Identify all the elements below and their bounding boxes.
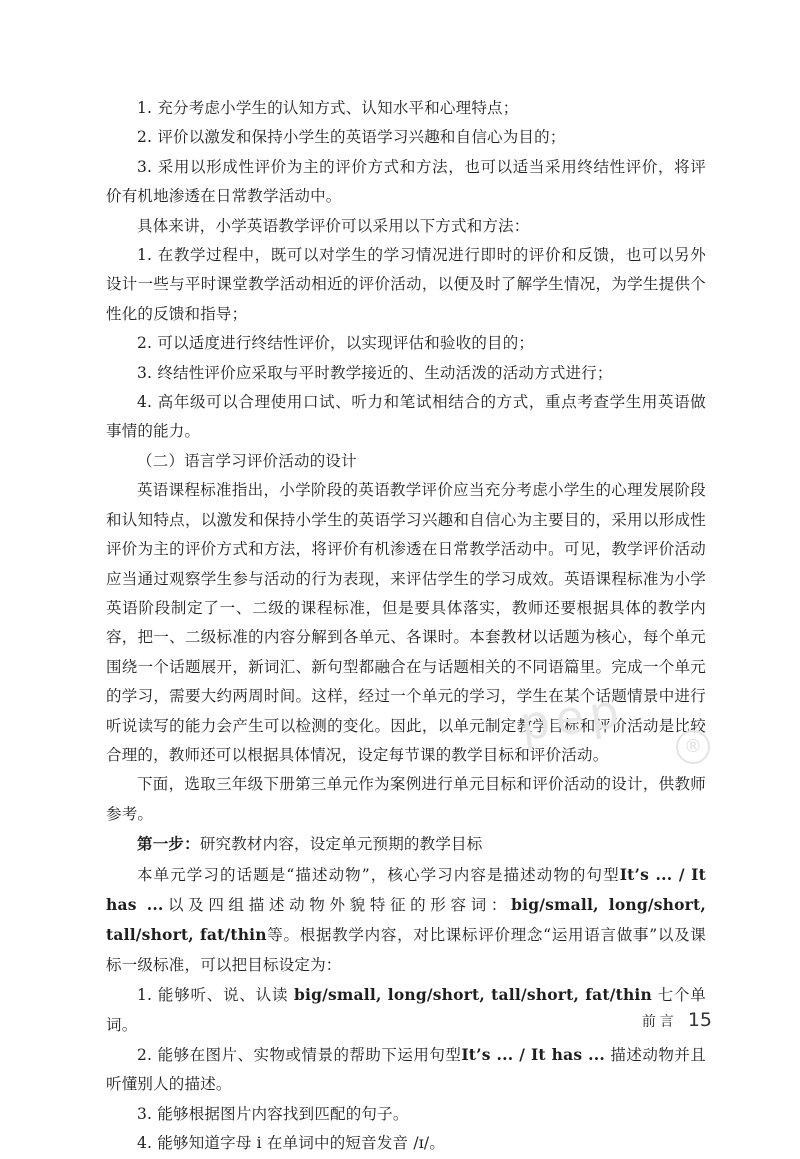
goal-text: 1. 能够听、说、认读 <box>137 986 294 1005</box>
sentence-pattern: It’s ... / It has ... <box>461 1045 605 1064</box>
step-label: 第一步： <box>137 834 200 854</box>
paragraph: 2. 可以适度进行终结性评价，以实现评估和验收的目的； <box>137 334 535 353</box>
page-number: 15 <box>687 1009 712 1031</box>
step-text: 研究教材内容，设定单元预期的教学目标 <box>199 835 483 854</box>
goal-item: 3. 能够根据图片内容找到匹配的句子。 <box>137 1104 409 1123</box>
goal-item <box>106 980 706 1040</box>
registered-mark-icon: ® <box>676 730 710 764</box>
paragraph: 1. 在教学过程中，既可以对学生的学习情况进行即时的评价和反馈，也可以另外设计一些与平时课堂教学活动相近的评价活动，以便及时了解学生情况，为学生提供个性化的反馈和指导； <box>106 246 706 323</box>
goal-text: 2. 能够在图片、实物或情景的帮助下运用句型 <box>137 1046 462 1064</box>
goal-text: 七个单词。 <box>106 986 707 1034</box>
page-body <box>106 94 706 1159</box>
topic-paragraph <box>106 860 706 981</box>
goal-item: 4. 能够知道字母 i 在单词中的短音发音 /ɪ/。 <box>137 1134 446 1153</box>
paragraph: 2. 评价以激发和保持小学生的英语学习兴趣和自信心为目的； <box>137 128 566 147</box>
watermark-logo: pep <box>516 682 628 752</box>
topic-text: 本单元学习的话题是“描述动物”，核心学习内容是描述动物的句型 <box>137 865 620 884</box>
paragraph: 英语课程标准指出，小学阶段的英语教学评价应当充分考虑小学生的心理发展阶段和认知特点，以激发和保持小学生的英语学习兴趣和自信心为主要目的，采用以形成性评价为主的评价方式和方法，将评价有机渗透在日常教学活动中。可见，教学评价活动应当通过观察学生参与活动的行为表现，来评估学生的学习成效。英语课程标准为小学英语阶段制定了一、二级的课程标准，但是要具体落实，教师还要根据具体的教学内容，把一、二级标准的内容分解到各单元、各课时。本套教材以话题为核心，每个单元围绕一个话题展开，新词汇、新句型都融合在与话题相关的不同语篇里。完成一个单元的学习，需要大约两周时间。这样，经过一个单元的学习，学生在某个话题情景中进行听说读写的能力会产生可以检测的变化。因此，以单元制定教学目标和评价活动是比较合理的，教师还可以根据具体情况，设定每节课的教学目标和评价活动。 <box>106 481 706 764</box>
goal-item <box>106 1040 706 1100</box>
paragraph: 3. 终结性评价应采取与平时教学接近的、生动活泼的活动方式进行； <box>137 363 613 382</box>
topic-text: 以及四组描述动物外貌特征的形容词： <box>163 895 512 914</box>
goal-text: 描述动物并且听懂别人的描述。 <box>106 1046 707 1094</box>
section-heading: （二）语言学习评价活动的设计 <box>137 451 357 470</box>
paragraph: 1. 充分考虑小学生的认知方式、认知水平和心理特点； <box>137 99 519 117</box>
paragraph: 3. 采用以形成性评价为主的评价方式和方法，也可以适当采用终结性评价，将评价有机地渗透在日常教学活动中。 <box>106 157 706 206</box>
step-heading <box>106 829 706 859</box>
paragraph: 4. 高年级可以合理使用口试、听力和笔试相结合的方式，重点考查学生用英语做事情的能力。 <box>106 393 706 441</box>
sentence-pattern: It’s ... / It has ... <box>106 864 706 914</box>
adjective-list: big/small, long/short, tall/short, fat/thin <box>106 894 706 945</box>
adjective-list: big/small, long/short, tall/short, fat/thin <box>293 985 652 1005</box>
topic-text: 等。根据教学内容，对比课标评价理念“运用语言做事”以及课标一级标准，可以把目标设定为： <box>106 926 706 974</box>
paragraph: 具体来讲，小学英语教学评价可以采用以下方式和方法： <box>137 216 530 235</box>
footer-section-label: 前言 <box>641 1014 678 1030</box>
paragraph: 下面，选取三年级下册第三单元作为案例进行单元目标和评价活动的设计，供教师参考。 <box>106 775 706 823</box>
page-footer <box>642 1009 712 1031</box>
